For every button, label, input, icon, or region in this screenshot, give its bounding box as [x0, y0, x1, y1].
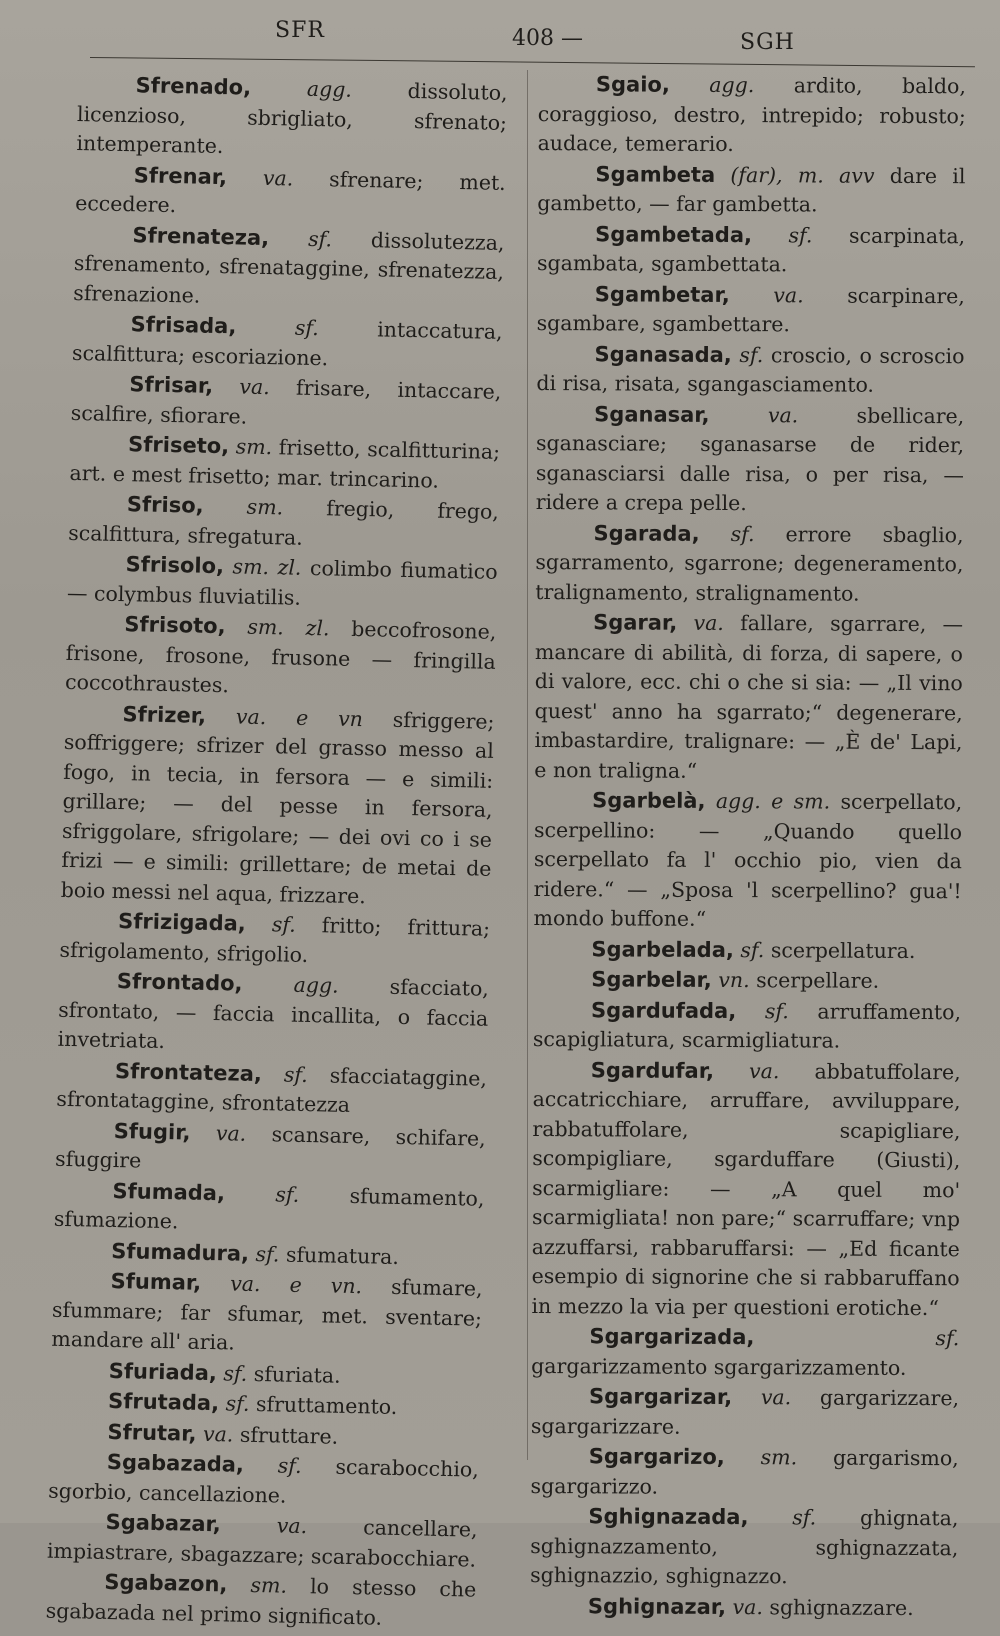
- entry-definition: sfumare, sfummare; far sfumar, met. sventare; mandare all' aria.: [51, 1274, 483, 1355]
- dictionary-entry: [61, 698, 495, 913]
- entry-grammar: sf.: [740, 937, 765, 962]
- entry-headword: Sgabazon,: [104, 1569, 228, 1597]
- entry-definition: errore sbaglio, sgarramento, sgarrone; degeneramento, tralignamento, stralignamento.: [535, 521, 964, 606]
- entry-headword: Sfriso,: [126, 492, 204, 518]
- entry-grammar: va.: [732, 1594, 763, 1619]
- entry-headword: Sgambetar,: [594, 281, 730, 307]
- dictionary-entry: [535, 518, 963, 609]
- entry-definition: gargarismo, sgargarizzo.: [530, 1445, 959, 1499]
- entry-headword: Sfrisada,: [130, 312, 237, 339]
- entry-grammar: sf.: [935, 1326, 960, 1351]
- entry-headword: Sfrizigada,: [117, 909, 247, 936]
- entry-definition: sfacciato, sfrontato, — faccia incallita, o faccia invetriata.: [57, 974, 490, 1054]
- dictionary-entry: [531, 1055, 960, 1323]
- entry-grammar: agg.: [293, 972, 339, 998]
- dictionary-entry: [68, 489, 499, 557]
- entry-grammar: sm. zl.: [247, 614, 330, 641]
- entry-grammar: sf.: [739, 342, 764, 367]
- entry-headword: Sgargarizar,: [588, 1384, 733, 1410]
- entry-definition: sfrenare; met. eccedere.: [74, 166, 506, 218]
- entry-grammar: va.: [773, 282, 804, 307]
- entry-headword: Sfuriada,: [108, 1358, 218, 1385]
- entry-grammar: va.: [262, 165, 294, 191]
- dictionary-entry: [537, 279, 965, 340]
- entry-grammar: sf.: [307, 226, 333, 251]
- entry-grammar: sm.: [246, 494, 284, 520]
- entry-grammar: sf.: [271, 912, 297, 937]
- entry-grammar: va.: [693, 610, 724, 635]
- entry-definition: sfumamento, sfumazione.: [53, 1183, 485, 1234]
- entry-headword: Sfugir,: [113, 1118, 191, 1145]
- entry-definition: sfriggere; soffriggere; sfrizer del grasso messo al fogo, in tecia, in fersora — e simili: grillare; — del pesse in fersora, sfriggolare, sfrigolare; — dei ovi co i se frizi — e simili: grillettare; de metai de boio messi nel aqua, frizzare.: [60, 707, 495, 908]
- entry-headword: Sfrutar,: [107, 1419, 197, 1446]
- dictionary-entry: [57, 966, 489, 1063]
- entry-grammar: va. e vn: [235, 703, 364, 731]
- entry-definition: sfuriata.: [253, 1361, 341, 1388]
- column-divider: [527, 70, 528, 1460]
- dictionary-entry: [76, 70, 508, 167]
- entry-headword: Sgabazar,: [105, 1509, 221, 1537]
- entry-definition: dissoluto, licenzioso, sbrigliato, sfrenato; intemperante.: [76, 78, 508, 159]
- left-column: [45, 70, 508, 1636]
- entry-grammar: sf.: [788, 222, 813, 247]
- entry-definition: sbellicare, sganasciare; sganasarse de rider, sganasciarsi dalle risa, o per risa, — ridere a crepa pelle.: [535, 403, 965, 516]
- entry-grammar: sf.: [223, 1360, 248, 1386]
- entry-headword: Sfrutada,: [107, 1388, 220, 1416]
- page-header: [0, 0, 1000, 70]
- entry-definition: scerpellatura.: [770, 937, 916, 963]
- entry-headword: Sfrontado,: [116, 969, 243, 996]
- entry-headword: Sfriseto,: [127, 432, 230, 459]
- entry-definition: abbatuffolare, accatricchiare, arruffare, avviluppare, rabbatuffolare, scapigliare, scompigliare, sgarduffare (Giusti), scarmigliare: — „A quel mo' scarmigliata! non pare;“ scarruffare; vnp azzuffarsi, rabbaruffarsi: — „Ed ficante esempio di signorine che si rabbaruffano in mezzo la via per questioni erotiche.“: [531, 1058, 961, 1320]
- entry-definition: ghignata, sghignazzamento, sghignazzata, sghignazzio, sghignazzo.: [530, 1505, 959, 1589]
- entry-grammar: sf.: [275, 1181, 300, 1207]
- dictionary-entry: [47, 1507, 478, 1575]
- entry-grammar: va.: [276, 1513, 308, 1539]
- entry-definition: fritto; frittura; sfrigolamento, sfrigolio.: [59, 913, 491, 967]
- entry-definition: lo stesso che sgabazada nel primo significato.: [45, 1574, 477, 1630]
- entry-grammar: sf.: [730, 521, 755, 546]
- dictionary-entry: [51, 1266, 483, 1363]
- dictionary-entry: [537, 159, 965, 220]
- entry-grammar: va.: [239, 374, 271, 400]
- dictionary-entry: [531, 1442, 959, 1503]
- dictionary-entry: [75, 159, 506, 227]
- dictionary-entry: [536, 399, 965, 519]
- dictionary-entry: [65, 609, 497, 706]
- dictionary-entry: [69, 429, 500, 497]
- dictionary-entry: [533, 995, 961, 1056]
- header-right-guideword: SGH: [740, 30, 795, 55]
- entry-definition: gargarizzamento sgargarizzamento.: [531, 1353, 907, 1380]
- right-column: [530, 70, 966, 1624]
- entry-headword: Sgarbelar,: [591, 967, 712, 992]
- entry-headword: Sfumadura,: [111, 1238, 250, 1266]
- entry-grammar: agg.: [709, 72, 755, 98]
- entry-grammar: va.: [749, 1058, 780, 1083]
- entry-grammar: va.: [760, 1385, 792, 1410]
- entry-headword: Sgardufada,: [591, 997, 737, 1023]
- entry-headword: Sgargarizada,: [589, 1324, 755, 1350]
- dictionary-entry: [531, 1322, 959, 1383]
- header-rule: [90, 57, 975, 67]
- entry-grammar: sf.: [294, 315, 319, 341]
- dictionary-entry: [531, 1382, 959, 1443]
- header-left-guideword: SFR: [275, 18, 325, 43]
- entry-headword: Sgambeta: [595, 161, 716, 187]
- entry-headword: Sgarbelada,: [591, 936, 734, 962]
- entry-definition: fallare, sgarrare, — mancare di abilità, di forza, di sapere, o di valore, ecc. chi o che si sia: — „Il vino quest' anno ha sgarrato;“ degenerare, imbastardire, tralignare: — „È de' Lapi, e non traligna.“: [534, 611, 964, 783]
- dictionary-entry: [45, 1567, 476, 1635]
- entry-headword: Sgardufar,: [590, 1057, 715, 1083]
- entry-headword: Sfumada,: [112, 1178, 226, 1205]
- entry-definition: ardito, baldo, coraggioso, destro, intrepido; robusto; audace, temerario.: [537, 73, 966, 157]
- entry-headword: Sgaio,: [595, 72, 670, 97]
- page-number: 408 —: [512, 26, 583, 51]
- entry-definition: scansare, schifare, sfuggire: [54, 1121, 486, 1173]
- entry-grammar: sm.: [250, 1572, 288, 1598]
- entry-headword: Sfrisolo,: [125, 552, 225, 579]
- entry-headword: Sgarar,: [593, 610, 678, 635]
- dictionary-entry: [533, 786, 962, 936]
- entry-definition: dare il gambetto, — far gambetta.: [537, 163, 966, 217]
- entry-grammar: vn.: [718, 967, 750, 993]
- entry-headword: Sfrenar,: [133, 162, 228, 189]
- entry-definition: sghignazzare.: [769, 1594, 914, 1620]
- dictionary-entry: [533, 965, 961, 997]
- entry-headword: Sgargarizo,: [588, 1444, 725, 1469]
- dictionary-entry: [59, 906, 490, 974]
- entry-headword: Sfrenado,: [135, 73, 252, 100]
- entry-definition: croscio, o scroscio di risa, risata, sgangasciamento.: [536, 342, 965, 397]
- entry-headword: Sfrontateza,: [114, 1058, 263, 1086]
- dictionary-entry: [530, 1502, 958, 1593]
- dictionary-entry: [71, 369, 502, 437]
- entry-definition: arruffamento, scapigliatura, scarmigliatura.: [532, 998, 962, 1053]
- entry-definition: beccofrosone, frisone, frosone, frusone — fringilla coccothraustes.: [64, 616, 497, 698]
- entry-definition: cancellare, impiastrare, sbagazzare; scarabocchiare.: [46, 1515, 478, 1572]
- dictionary-entry: [530, 1591, 958, 1623]
- entry-definition: sfumatura.: [285, 1242, 400, 1269]
- dictionary-entry: [538, 70, 966, 161]
- entry-grammar: sf.: [225, 1391, 250, 1416]
- dictionary-entry: [533, 934, 961, 966]
- entry-definition: gargarizzare, sgargarizzare.: [530, 1385, 960, 1439]
- dictionary-entry: [534, 608, 963, 787]
- entry-grammar: sm.: [760, 1445, 798, 1470]
- entry-definition: sfruttamento.: [255, 1392, 398, 1419]
- dictionary-entry: [537, 219, 965, 280]
- entry-headword: Sfrenateza,: [132, 222, 270, 250]
- entry-definition: scerpellato, scerpellino: — „Quando quello scerpellato fa l' occhio pio, vien da ridere.“ — „Sposa 'l scerpellino? gua'! mondo buffone.“: [533, 789, 963, 931]
- entry-headword: Sganasar,: [594, 401, 710, 427]
- entry-definition: sfruttare.: [239, 1422, 339, 1449]
- dictionary-entry: [73, 219, 505, 316]
- entry-definition: intaccatura, scalfittura; escoriazione.: [71, 317, 503, 370]
- dictionary-entry: [48, 1447, 479, 1515]
- entry-headword: Sfrizer,: [122, 701, 207, 728]
- entry-definition: colimbo fiumatico — colymbus fluviatilis.: [66, 555, 498, 610]
- entry-grammar: sm.: [235, 434, 273, 460]
- entry-definition: frisetto, scalfitturina; art. e mest frisetto; mar. trincarino.: [69, 435, 501, 493]
- entry-grammar: agg.: [306, 76, 353, 102]
- dictionary-entry: [56, 1055, 487, 1123]
- entry-grammar: va.: [767, 402, 799, 427]
- entry-grammar: va.: [215, 1120, 247, 1146]
- entry-definition: scerpellare.: [756, 968, 880, 993]
- entry-definition: scarpinata, sgambata, sgambettata.: [536, 223, 966, 277]
- entry-definition: fregio, frego, scalfittura, sfregatura.: [68, 496, 500, 550]
- entry-headword: Sgarada,: [593, 520, 700, 546]
- entry-headword: Sfumar,: [110, 1268, 202, 1295]
- entry-grammar: va. e vn.: [229, 1271, 363, 1299]
- entry-definition: scarabocchio, sgorbio, cancellazione.: [47, 1454, 480, 1508]
- entry-grammar: sf.: [764, 998, 789, 1023]
- dictionary-entry: [67, 549, 498, 617]
- entry-grammar: sm. zl.: [232, 554, 302, 580]
- entry-headword: Sghignazada,: [588, 1504, 749, 1530]
- entry-grammar: sf.: [283, 1062, 309, 1087]
- entry-definition: sfacciataggine, sfrontataggine, sfrontatezza: [56, 1062, 488, 1117]
- entry-grammar: va.: [202, 1421, 234, 1447]
- entry-grammar: (far), m. avv: [730, 162, 875, 188]
- entry-grammar: sf.: [792, 1505, 817, 1530]
- entry-grammar: sf.: [277, 1453, 302, 1478]
- entry-headword: Sghignazar,: [587, 1593, 727, 1619]
- entry-grammar: agg. e sm.: [715, 788, 831, 814]
- dictionary-entry: [72, 309, 503, 377]
- entry-headword: Sfrisar,: [129, 372, 214, 398]
- entry-grammar: sf.: [255, 1241, 280, 1266]
- entry-definition: dissolutezza, sfrenamento, sfrenataggine, sfrenatezza, sfrenazione.: [73, 227, 505, 308]
- entry-definition: frisare, intaccare, scalfire, sfiorare.: [70, 375, 502, 429]
- entry-headword: Sgabazada,: [106, 1449, 245, 1477]
- entry-headword: Sfrisoto,: [124, 612, 226, 639]
- dictionary-entry: [54, 1175, 485, 1243]
- entry-headword: Sgarbelà,: [592, 788, 706, 813]
- dictionary-entry: [55, 1115, 486, 1183]
- entry-headword: Sgambetada,: [595, 221, 753, 247]
- entry-headword: Sganasada,: [594, 341, 732, 367]
- dictionary-entry: [536, 339, 964, 400]
- entry-definition: scarpinare, sgambare, sgambettare.: [536, 283, 965, 337]
